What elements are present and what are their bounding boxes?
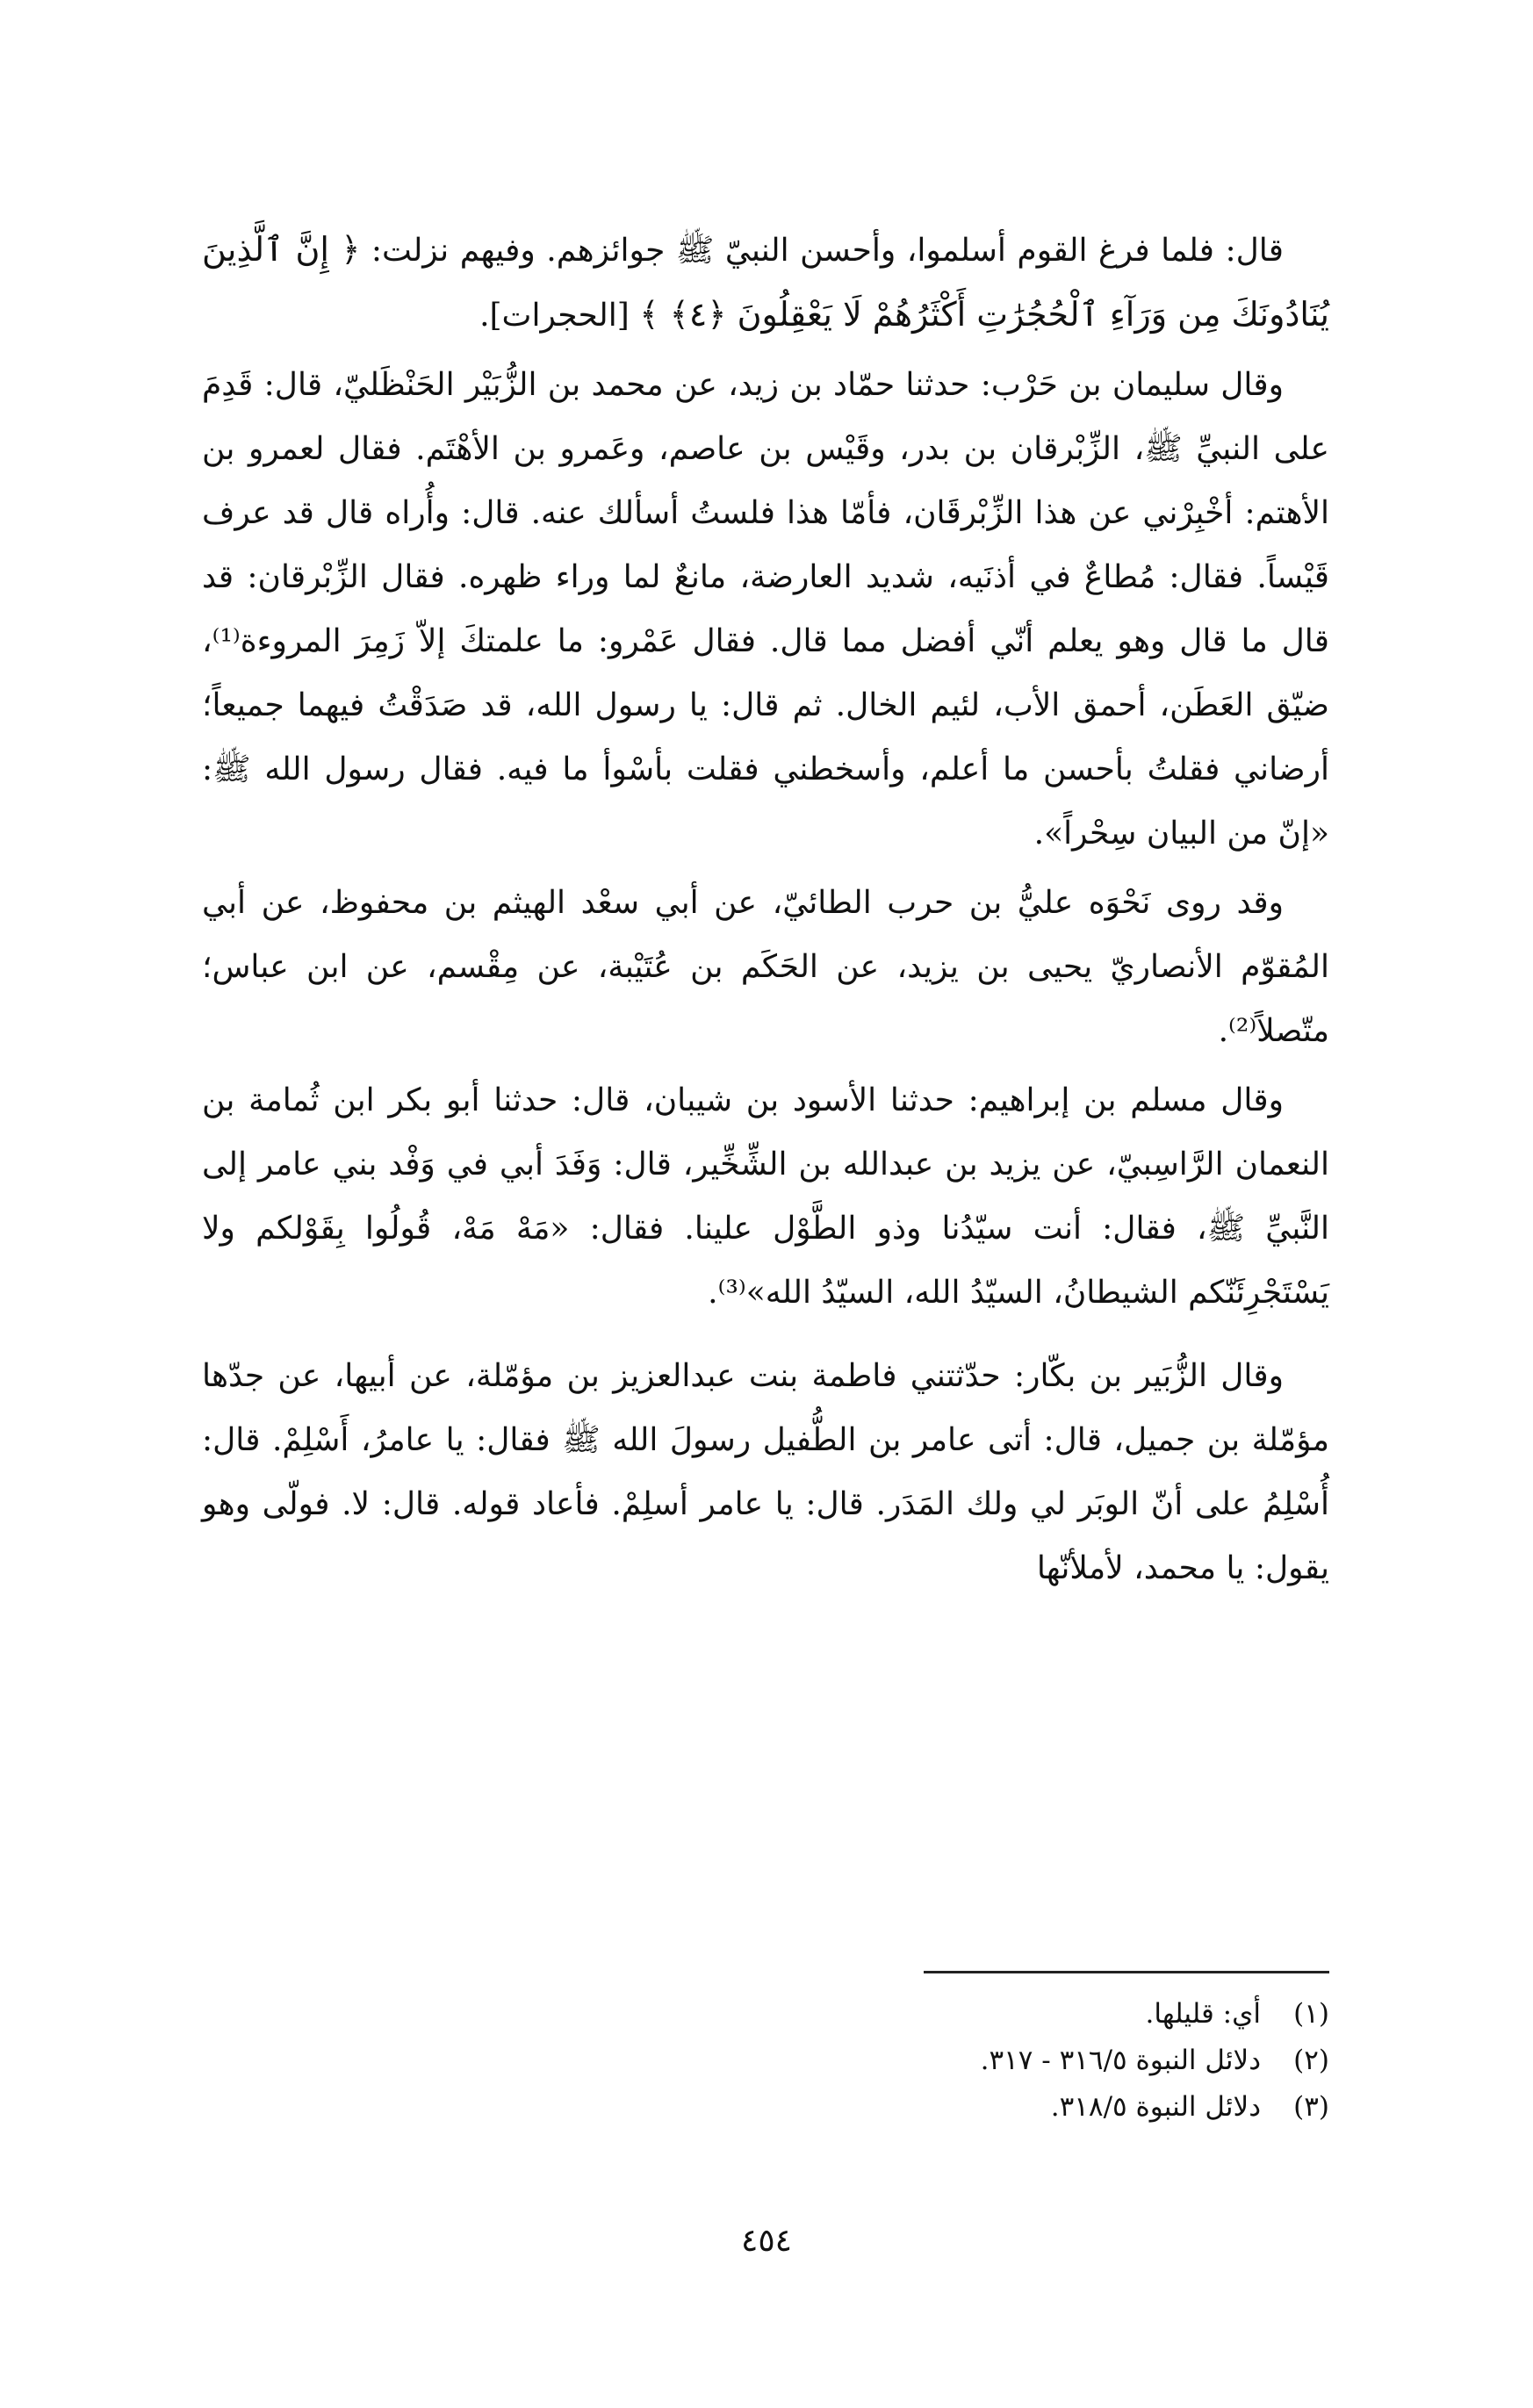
main-text (202, 218, 1329, 1606)
footnote-number: (٣) (1293, 2091, 1329, 2123)
paragraph-2: وقال سليمان بن حَرْب: حدثنا حمّاد بن زيد، عن محمد بن الزُّبَيْر الحَنْظَليّ، قال: قَدِمَ على النبيِّ ﷺ، الزِّبْرقان بن بدر، وقَيْس بن عاصم، وعَمرو بن الأهْتَم. فقال لعمرو بن الأهتم: أخْبِرْني عن هذا الزِّبْرقَان، فأمّا هذا فلستُ أسألك عنه. قال: وأُراه قال قد عرف قَيْساً. فقال: مُطاعٌ في أذنَيه، شديد العارضة، مانعٌ لما وراء ظهره. فقال الزِّبْرقان: قد قال ما قال وهو يعلم أنّي أفضل مما قال. فقال عَمْرو: ما علمتكَ إلاّ زَمِرَ المروءة⁽¹⁾، ضيّق العَطَن، أحمق الأب، لئيم الخال. ثم قال: يا رسول الله، قد صَدَقْتُ فيهما جميعاً؛ أرضاني فقلتُ بأحسن ما أعلم، وأسخطني فقلت بأسْوأ ما فيه. فقال رسول الله ﷺ: «إنّ من البيان سِحْراً». (202, 367, 1329, 852)
footnote-divider (924, 1971, 1329, 1973)
footnote-number: (٢) (1293, 2045, 1329, 2076)
surah-reference: [الحجرات]. (479, 298, 640, 334)
footnote-text: أي: قليلها. (1145, 1998, 1261, 2030)
footnote-text: دلائل النبوة ٣١٦/٥ - ٣١٧. (980, 2045, 1261, 2076)
footnote-text: دلائل النبوة ٣١٨/٥. (1050, 2091, 1261, 2123)
footnote-1 (202, 1991, 1329, 2038)
paragraph-1 (202, 218, 1329, 348)
paragraph-1-text: قال: فلما فرغ القوم أسلموا، وأحسن النبيّ ﷺ جوائزهم. وفيهم نزلت: (360, 233, 1284, 269)
paragraph-4: وقال مسلم بن إبراهيم: حدثنا الأسود بن شيبان، قال: حدثنا أبو بكر ابن ثُمامة بن النعمان الرَّاسِبيّ، عن يزيد بن عبدالله بن الشِّخِّير، قال: وَفَدَ أبي في وَفْد بني عامر إلى النَّبيِّ ﷺ، فقال: أنت سيّدُنا وذو الطَّوْل علينا. فقال: «مَهْ مَهْ، قُولُوا بِقَوْلكم ولا يَسْتَجْرِئَنّكم الشيطانُ، السيّدُ الله، السيّدُ الله»⁽³⁾. (202, 1082, 1329, 1311)
footnotes (202, 1991, 1329, 2131)
paragraph-3: وقد روى نَحْوَه عليُّ بن حرب الطائيّ، عن أبي سعْد الهيثم بن محفوظ، عن أبي المُقوّم الأنصاريّ يحيى بن يزيد، عن الحَكَم بن عُتَيْبة، عن مِقْسم، عن ابن عباس؛ متّصلاً⁽²⁾. (202, 885, 1329, 1049)
footnote-2 (202, 2038, 1329, 2084)
footnote-3 (202, 2084, 1329, 2131)
paragraph-5: وقال الزُّبَير بن بكّار: حدّثتني فاطمة بنت عبدالعزيز بن مؤمّلة، عن أبيها، عن جدّها مؤمّلة بن جميل، قال: أتى عامر بن الطُّفيل رسولَ الله ﷺ فقال: يا عامرُ، أَسْلِمْ. قال: أُسْلِمُ على أنّ الوبَر لي ولك المَدَر. قال: يا عامر أسلِمْ. فأعاد قوله. قال: لا. فولّى وهو يقول: يا محمد، لأملأنّها (202, 1358, 1329, 1586)
footnote-number: (١) (1293, 1998, 1329, 2030)
page-number: ٤٥٤ (740, 2223, 792, 2259)
quran-verse: ﴿ إِنَّ ٱلَّذِينَ يُنَادُونَكَ مِن وَرَآءِ ٱلْحُجُرَٰتِ أَكْثَرُهُمْ لَا يَعْقِلُونَ ﴿٤﴾ ﴾ (202, 230, 1329, 334)
